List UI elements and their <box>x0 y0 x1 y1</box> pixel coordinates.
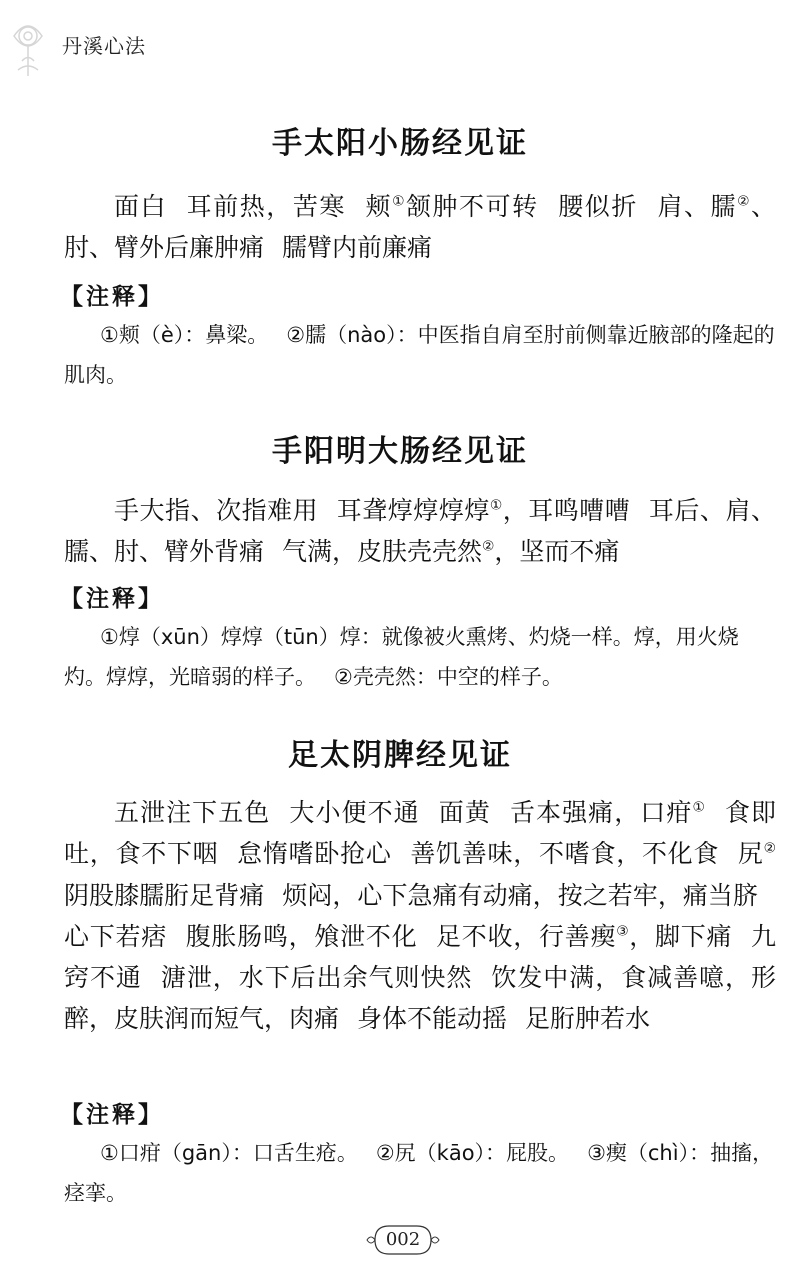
text-run: 九窍不通 <box>64 921 776 992</box>
text-run: 烦闷，心下急痛有动痛，按之若牢，痛当脐 <box>282 880 758 910</box>
footnote-marker: ① <box>392 193 406 210</box>
section-body <box>64 490 776 573</box>
note-text <box>64 1134 776 1214</box>
text-run: 面白 <box>114 192 168 221</box>
text-run: ②壳壳然：中空的样子。 <box>334 664 563 689</box>
text-run: ②臑（nào）：中医指自肩至肘前侧靠近腋部的隆起的肌肉。 <box>64 323 775 387</box>
footnote-marker: ① <box>489 497 503 514</box>
text-run: 、肘、臂外后廉肿痛 <box>64 192 776 263</box>
text-run: 耳前热，苦寒 <box>185 192 346 221</box>
note-heading: 【注释】 <box>60 1102 164 1128</box>
text-run: 身体不能动摇 <box>357 1004 508 1034</box>
section-title: 足太阴脾经见证 <box>288 738 512 773</box>
text-run: ②尻（kāo）：屁股。 <box>375 1141 570 1165</box>
section-body <box>64 186 776 269</box>
section-body <box>64 792 776 1040</box>
text-run: 溏泄，水下后出余气则快然 <box>159 963 473 992</box>
text-run: ①口疳（gān）：口舌生疮。 <box>100 1141 358 1165</box>
footnote-marker: ② <box>763 840 776 857</box>
text-run: 饮发中满，食减善噫，形醉，皮肤润而短气，肉痛 <box>64 963 776 1034</box>
text-run: 五泄注下五色 <box>114 798 271 827</box>
text-run: 耳后、肩、臑、肘、臂外背痛 <box>64 496 776 567</box>
text-run: 腰似折 <box>556 192 638 221</box>
text-run: 颊 <box>363 192 393 221</box>
footnote-marker: ③ <box>616 923 630 940</box>
page-number-badge <box>365 1220 441 1260</box>
text-run: 手大指、次指难用 <box>114 496 319 525</box>
text-run: ，坚而不痛 <box>494 537 620 567</box>
footnote-marker: ① <box>692 799 706 816</box>
note-heading: 【注释】 <box>60 284 164 310</box>
note-text <box>64 618 776 698</box>
corner-ornament-icon <box>4 6 64 86</box>
text-run: 善饥善味，不嗜食，不化食 <box>409 839 720 869</box>
text-run: ，脚下痛 <box>629 921 733 951</box>
text-run: 怠惰嗜卧抢心 <box>236 839 392 869</box>
text-run: 阴股膝臑胻足背痛 <box>64 880 265 910</box>
page-number: 002 <box>385 1229 421 1250</box>
text-run: 足不收，行善瘈 <box>435 921 617 951</box>
section-title: 手阳明大肠经见证 <box>272 434 528 469</box>
text-run: 舌本强痛，口疳 <box>508 798 693 827</box>
text-run: ③瘈（chì）：抽搐，痉挛。 <box>64 1141 774 1205</box>
text-run: 足胻肿若水 <box>525 1004 651 1034</box>
text-run: ①颊（è）：鼻梁。 <box>100 323 269 347</box>
text-run: 尻 <box>737 839 764 869</box>
text-run: 气满，皮肤壳壳然 <box>282 537 483 567</box>
text-run: 耳聋焞焞焞焞 <box>336 496 490 525</box>
text-run: 心下若痞 <box>64 921 167 951</box>
note-heading: 【注释】 <box>60 586 164 612</box>
section-title: 手太阳小肠经见证 <box>272 126 528 161</box>
running-title: 丹溪心法 <box>62 34 146 58</box>
text-run: 颔肿不可转 <box>405 192 539 221</box>
text-run: ①焞（xūn）焞焞（tūn）焞：就像被火熏烤、灼烧一样。焞，用火烧灼。焞焞，光暗弱的样子。 <box>64 625 739 689</box>
text-run: 腹胀肠鸣，飧泄不化 <box>184 921 418 951</box>
note-text <box>64 316 776 396</box>
text-run: 大小便不通 <box>288 798 420 827</box>
text-run: 面黄 <box>437 798 491 827</box>
footnote-marker: ② <box>482 538 495 555</box>
text-run: 食即吐，食不下咽 <box>64 798 776 869</box>
text-run: ，耳鸣嘈嘈 <box>502 496 631 525</box>
text-run: 臑臂内前廉痛 <box>282 233 433 263</box>
footnote-marker: ② <box>737 193 751 210</box>
text-run: 肩、臑 <box>655 192 738 221</box>
